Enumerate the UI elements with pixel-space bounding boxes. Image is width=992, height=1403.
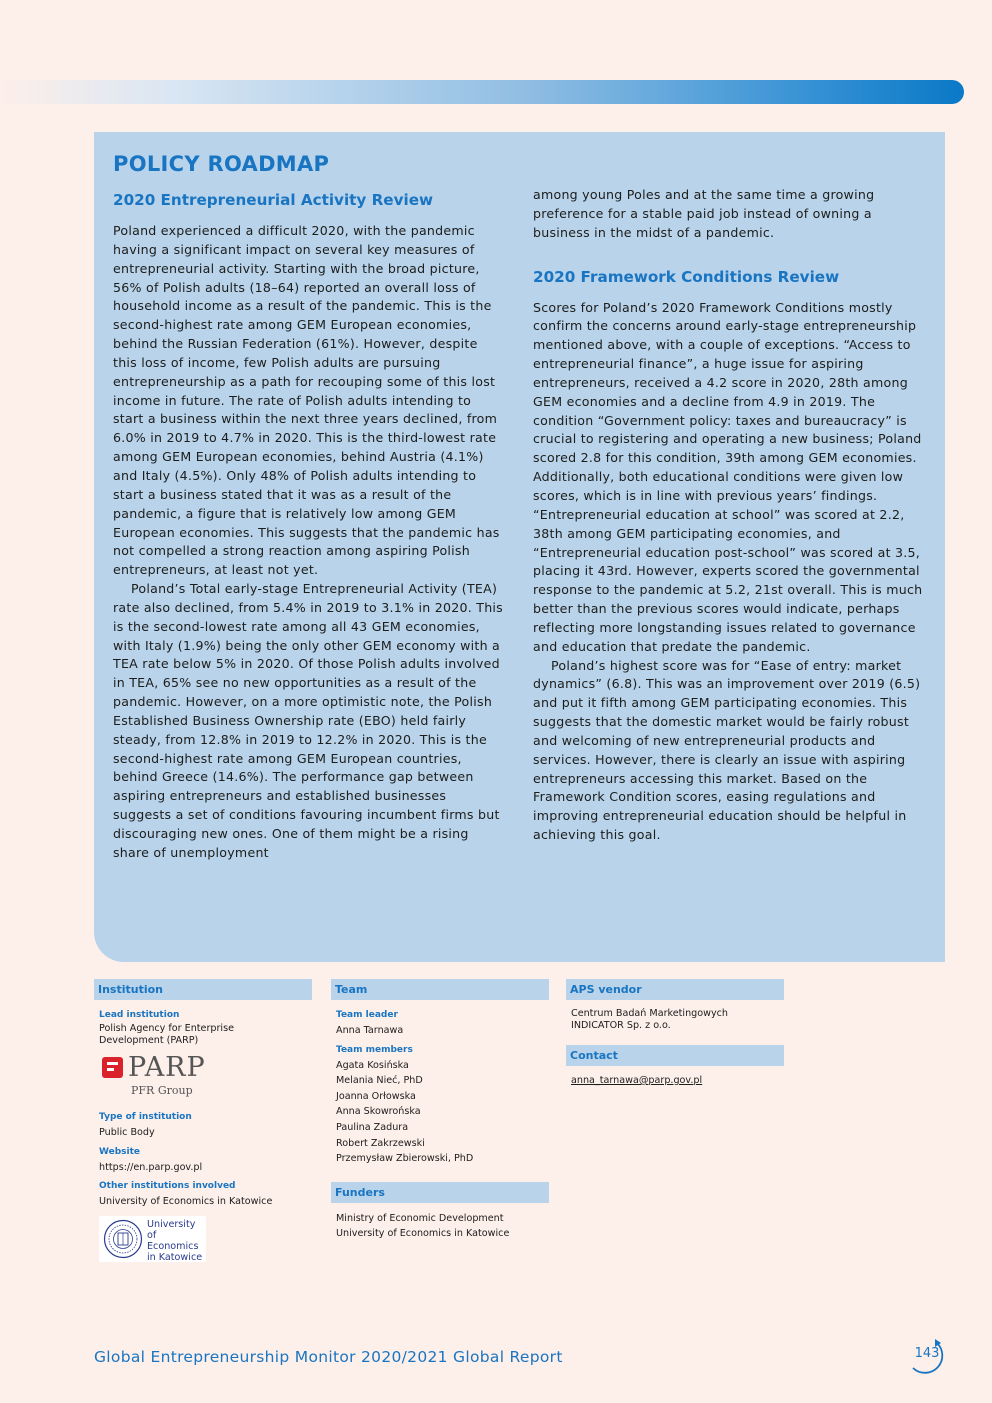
activity-review-paragraph-2-continued: among young Poles and at the same time a growing preference for a stable paid job instead of owning a business in the midst of a pandemic. [533, 187, 875, 240]
aps-vendor-value: Centrum Badań Marketingowych INDICATOR Sp. z o.o. [571, 1008, 728, 1031]
contact-email-link[interactable]: anna_tarnawa@parp.gov.pl [571, 1075, 703, 1086]
team-member: Joanna Orłowska [336, 1090, 416, 1102]
lead-institution-value: Polish Agency for Enterprise Development (PARP) [99, 1023, 235, 1046]
page-number-badge [907, 1338, 947, 1374]
funder-item: Ministry of Economic Development [336, 1212, 504, 1224]
team-members-label: Team members [336, 1044, 413, 1055]
team-member: Melania Nieć, PhD [336, 1075, 423, 1087]
aps-vendor-header: APS vendor [566, 979, 784, 1000]
university-seal-icon [103, 1219, 143, 1259]
university-logo-line-1: University [147, 1218, 196, 1230]
team-member: Paulina Zadura [336, 1121, 409, 1133]
framework-review-paragraph-2: Poland’s highest score was for “Ease of entry: market dynamics” (6.8). This was an improvement over 2019 (6.5) and put it fifth among GEM participating economies. This suggests that the domestic market would be fairly robust and welcoming of new entrepreneurial products and services. However, there is clearly an issue with aspiring entrepreneurs accessing this market. Based on the Framework Condition scores, easing regulations and improving entrepreneurial education should be helpful in achieving this goal. [533, 657, 921, 843]
university-logo-text [147, 1219, 206, 1263]
vendor-contact-column [566, 979, 784, 1089]
roadmap-title: POLICY ROADMAP [113, 152, 330, 176]
institution-column [94, 979, 312, 1262]
team-member: Anna Skowrońska [336, 1106, 421, 1118]
parp-logo [99, 1054, 312, 1100]
team-member: Przemysław Zbierowski, PhD [336, 1153, 474, 1165]
funders-header: Funders [331, 1182, 549, 1203]
activity-review-paragraph-1: Poland experienced a difficult 2020, with the pandemic having a significant impact on several key measures of entrepreneurial activity. Starting with the broad picture, 56% of Polish adults (18–64) reported an overall loss of household income as a result of the pandemic. This is the second-highest rate among GEM European economies, behind the Russian Federation (61%). However, despite this loss of income, few Polish adults are pursuing entrepreneurship as a path for recouping some of this lost income in future. The rate of Polish adults intending to start a business within the next three years declined, from 6.0% in 2019 to 4.7% in 2020. This is the third-lowest rate among GEM European economies, behind Austria (4.1%) and Italy (4.5%). Only 48% of Polish adults intending to start a business stated that it was as a result of the pandemic, a figure that is relatively low among GEM European economies. This suggests that the pandemic has not compelled a strong reaction among aspiring Polish entrepreneurs, at least not yet. [113, 223, 500, 578]
institution-header: Institution [94, 979, 312, 1000]
other-institutions-value: University of Economics in Katowice [99, 1196, 273, 1208]
type-of-institution-value: Public Body [99, 1127, 155, 1138]
university-logo [99, 1216, 206, 1262]
website-link[interactable]: https://en.parp.gov.pl [99, 1161, 203, 1173]
type-of-institution-label: Type of institution [99, 1112, 192, 1122]
university-logo-line-3: in Katowice [147, 1251, 203, 1263]
header-gradient-bar [0, 80, 964, 104]
footer-report-title: Global Entrepreneurship Monitor 2020/2021 Global Report [94, 1348, 563, 1366]
framework-review-heading: 2020 Framework Conditions Review [533, 267, 840, 286]
policy-roadmap-panel [94, 132, 945, 962]
parp-logo-mark-icon [102, 1057, 123, 1078]
parp-logo-word: PARP [128, 1052, 206, 1083]
team-member: Agata Kosińska [336, 1059, 409, 1071]
funder-item: University of Economics in Katowice [336, 1228, 510, 1240]
activity-review-paragraph-2: Poland’s Total early-stage Entrepreneurial Activity (TEA) rate also declined, from 5.4% in 2019 to 3.1% in 2020. This is the second-lowest rate among all 43 GEM economies, with Italy (1.9%) being the only other GEM economy with a TEA rate below 5% in 2020. Of those Polish adults involved in TEA, 65% see no new opportunities as a result of the pandemic. However, on a more optimistic note, the Polish Established Business Ownership rate (EBO) held fairly steady, from 12.8% in 2019 to 12.2% in 2020. This is the second-highest rate among GEM European countries, behind Greece (14.6%). The performance gap between aspiring entrepreneurs and established businesses suggests a set of conditions favouring incumbent firms but discouraging new ones. One of them might be a rising share of unemployment [113, 581, 503, 860]
team-leader-value: Anna Tarnawa [336, 1025, 404, 1036]
activity-review-heading: 2020 Entrepreneurial Activity Review [113, 191, 434, 209]
university-logo-line-2: of Economics [147, 1229, 199, 1252]
other-institutions-label: Other institutions involved [99, 1181, 236, 1192]
roadmap-left-column [113, 190, 505, 863]
team-header: Team [331, 979, 549, 1000]
team-leader-label: Team leader [336, 1010, 398, 1020]
website-label: Website [99, 1146, 141, 1157]
contact-header: Contact [566, 1045, 784, 1066]
roadmap-right-column [533, 186, 925, 845]
parp-logo-subtitle: PFR Group [131, 1084, 193, 1097]
lead-institution-label: Lead institution [99, 1010, 180, 1020]
page-number: 143 [914, 1346, 940, 1361]
team-column [331, 979, 549, 1242]
team-member: Robert Zakrzewski [336, 1137, 425, 1149]
framework-review-paragraph-1: Scores for Poland’s 2020 Framework Conditions mostly confirm the concerns around early-stage entrepreneurship mentioned above, with a couple of exceptions. “Access to entrepreneurial finance”, a huge issue for aspiring entrepreneurs, received a 4.2 score in 2020, 28th among GEM economies and a decline from 4.9 in 2019. The condition “Government policy: taxes and bureaucracy” is crucial to registering and operating a new business; Poland scored 2.8 for this condition, 39th among GEM economies. Additionally, both educational conditions were given low scores, which is in line with previous years’ findings. “Entrepreneurial education at school” was scored at 2.2, 38th among GEM participating economies, and “Entrepreneurial education post-school” was scored at 3.5, placing it 43rd. However, experts scored the governmental response to the pandemic at 5.2, 21st overall. This is much better than the previous scores would indicate, perhaps reflecting more longstanding issues related to governance and education that predate the pandemic. [533, 299, 923, 654]
